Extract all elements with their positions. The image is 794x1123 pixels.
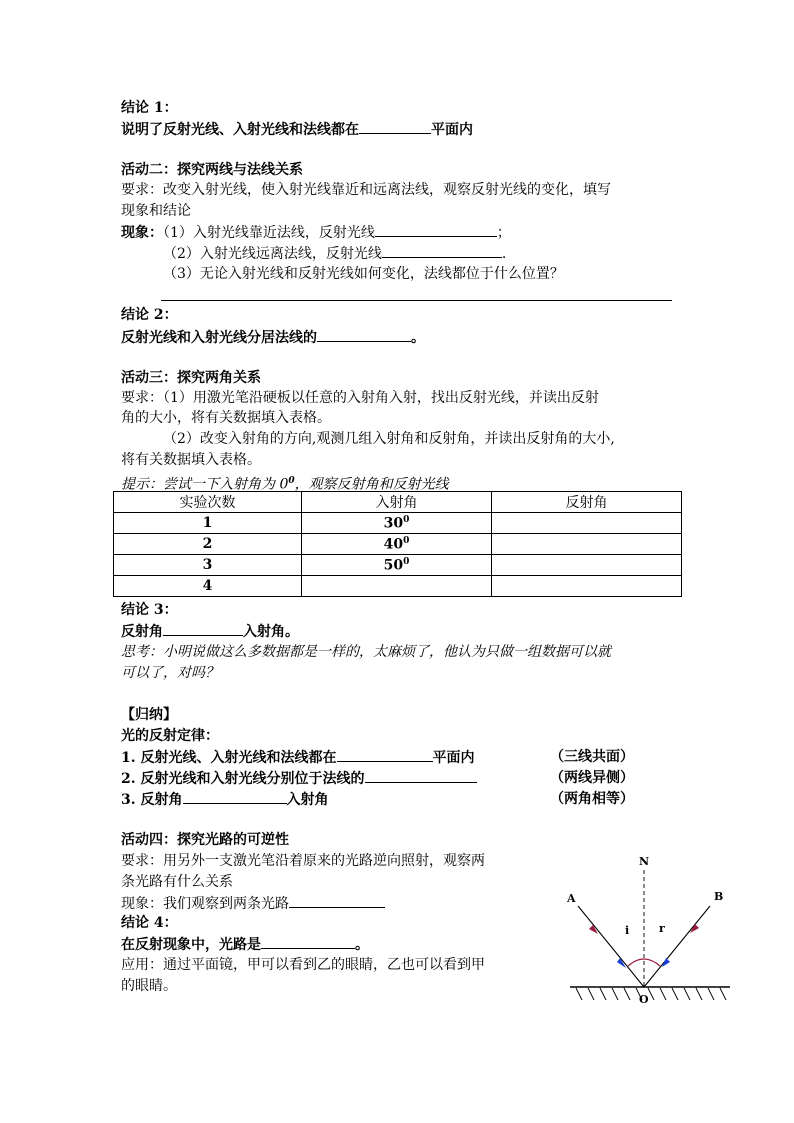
activity2-item2 [163, 243, 506, 264]
law1-text-a: 1. 反射光线、入射光线和法线都在 [121, 750, 337, 766]
conclusion4-text-b: 。 [355, 937, 369, 953]
blank-item2[interactable] [382, 243, 502, 258]
conclusion3-text [121, 621, 299, 642]
item2-end: . [501, 246, 507, 262]
label-b: B [714, 890, 724, 903]
reflection-diagram [562, 852, 732, 1012]
label-i: i [625, 924, 630, 937]
activity2-item3: （3）无论入射光线和反射光线如何变化，法线都位于什么位置？ [163, 266, 564, 282]
reflection-cell[interactable] [492, 555, 682, 576]
label-r: r [659, 922, 665, 935]
activity3-title: 活动三：探究两角关系 [121, 370, 261, 386]
reflection-cell[interactable] [492, 534, 682, 555]
incidence-cell[interactable] [302, 576, 492, 597]
law-1 [121, 747, 475, 768]
think-line-1: 思考：小明说做这么多数据都是一样的，太麻烦了，他认为只做一组数据可以就 [121, 644, 611, 660]
hint-end: ，观察反射角和反射光线 [294, 476, 449, 493]
law2-tag: （两线异侧） [550, 770, 634, 786]
header-incidence: 入射角 [302, 492, 492, 513]
blank-law1[interactable] [337, 747, 433, 762]
table-row [114, 513, 682, 534]
blank-plane-1[interactable] [359, 119, 431, 134]
conclusion2-text-b: 。 [411, 330, 425, 346]
hint-text: 提示：尝试一下入射角为 0 [121, 476, 289, 493]
header-reflection: 反射角 [492, 492, 682, 513]
incidence-cell: $40^0$ [302, 534, 492, 555]
blank-paths[interactable] [289, 893, 385, 908]
activity2-req-1: 要求：改变入射光线，使入射光线靠近和远离法线，观察反射光线的变化，填写 [121, 182, 611, 198]
label-a: A [567, 892, 576, 905]
application-line-1: 应用：通过平面镜，甲可以看到乙的眼睛，乙也可以看到甲 [121, 957, 485, 973]
experiment-table [113, 491, 682, 597]
incidence-cell: $50^0$ [302, 555, 492, 576]
item2-text: （2）入射光线远离法线，反射光线 [163, 246, 382, 262]
blank-side[interactable] [317, 327, 411, 342]
conclusion2-text [121, 327, 425, 348]
blank-angle[interactable] [163, 621, 243, 636]
item1-text: （1）入射光线靠近法线，反射光线 [163, 225, 375, 241]
table-row [114, 576, 682, 597]
law-title: 光的反射定律： [121, 728, 219, 744]
conclusion1-text-b: 平面内 [431, 122, 473, 138]
law2-text: 2. 反射光线和入射光线分别位于法线的 [121, 771, 365, 787]
activity4-title: 活动四：探究光路的可逆性 [121, 832, 289, 848]
incident-ray [578, 906, 644, 987]
law3-text-b: 入射角 [286, 792, 329, 808]
label-o: O [639, 993, 649, 1006]
conclusion4-text-a: 在反射现象中，光路是 [121, 937, 261, 953]
activity2-req-2: 现象和结论 [121, 203, 191, 219]
trial-cell: 4 [114, 576, 302, 597]
activity3-req-2: 角的大小，将有关数据填入表格。 [121, 410, 331, 426]
table-row [114, 534, 682, 555]
application-line-2: 的眼睛。 [121, 978, 177, 994]
reflection-cell[interactable] [492, 513, 682, 534]
law3-tag: （两角相等） [550, 791, 634, 807]
header-trial: 实验次数 [114, 492, 302, 513]
think-line-2: 可以了，对吗？ [121, 665, 219, 681]
activity2-title: 活动二：探究两线与法线关系 [121, 162, 303, 178]
activity3-req-3: （2）改变入射角的方向,观测几组入射角和反射角，并读出反射角的大小, [163, 431, 615, 447]
incidence-cell: $30^0$ [302, 513, 492, 534]
activity4-phenomenon [121, 893, 385, 914]
conclusion4-title: 结论 4： [121, 915, 178, 931]
blank-law2[interactable] [365, 768, 477, 783]
conclusion2-title: 结论 2： [121, 307, 178, 323]
table-header-row [114, 492, 682, 513]
conclusion4-text [121, 934, 369, 955]
table-row [114, 555, 682, 576]
blank-item1[interactable] [375, 222, 497, 237]
reflection-cell[interactable] [492, 576, 682, 597]
label-n: N [639, 855, 650, 868]
law1-tag: （三线共面） [550, 749, 634, 765]
blank-law3[interactable] [183, 789, 287, 804]
blank-item3-line[interactable] [161, 300, 672, 301]
law1-text-b: 平面内 [432, 750, 475, 766]
reflected-ray [644, 906, 710, 987]
reflected-arrow-lower [662, 958, 670, 967]
law3-text-a: 3. 反射角 [121, 792, 183, 808]
activity4-req-2: 条光路有什么关系 [121, 874, 233, 890]
activity4-req-1: 要求：用另外一支激光笔沿着原来的光路逆向照射，观察两 [121, 853, 485, 869]
mirror-surface [570, 987, 730, 1000]
activity3-req-1: 要求：（1）用激光笔沿硬板以任意的入射角入射，找出反射光线，并读出反射 [121, 390, 599, 406]
hint-sup: 0 [288, 476, 295, 486]
phenomenon-label: 现象： [121, 225, 163, 241]
summary-header: 【归纳】 [121, 707, 177, 723]
activity3-req-4: 将有关数据填入表格。 [121, 452, 261, 468]
conclusion3-text-b: 入射角。 [243, 624, 299, 640]
conclusion1-text-a: 说明了反射光线、入射光线和法线都在 [121, 122, 359, 138]
conclusion1-text [121, 119, 473, 140]
law-2 [121, 768, 477, 789]
blank-reversible[interactable] [261, 934, 355, 949]
conclusion1-title: 结论 1： [121, 100, 178, 116]
conclusion3-title: 结论 3： [121, 602, 178, 618]
trial-cell: 3 [114, 555, 302, 576]
law-3 [121, 789, 329, 810]
item1-end: ； [496, 225, 511, 241]
trial-cell: 1 [114, 513, 302, 534]
conclusion3-text-a: 反射角 [121, 624, 163, 640]
activity4-phenomenon-text: 现象：我们观察到两条光路 [121, 896, 289, 912]
trial-cell: 2 [114, 534, 302, 555]
activity2-item1 [121, 222, 511, 243]
conclusion2-text-a: 反射光线和入射光线分居法线的 [121, 330, 317, 346]
